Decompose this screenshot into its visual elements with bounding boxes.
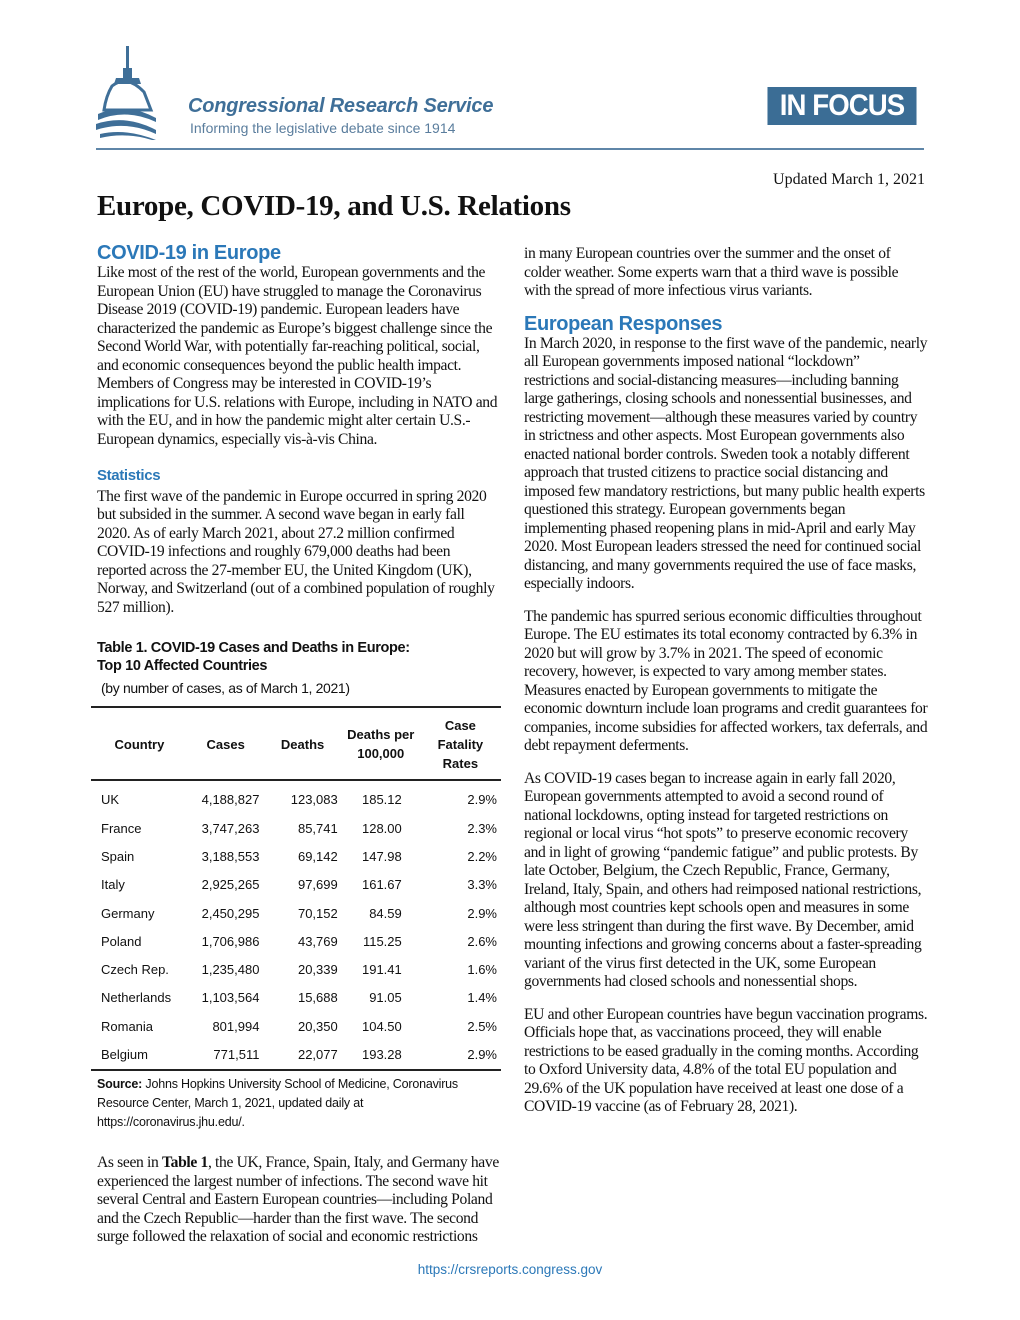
table-cell: Belgium: [91, 1041, 188, 1070]
table-cell: 3,747,263: [201, 820, 260, 836]
table-cell: UK: [101, 792, 120, 808]
table-caption-line: Table 1. COVID-19 Cases and Deaths in Europe:: [97, 640, 410, 656]
table-cell: 2.2%: [467, 848, 497, 864]
table-row: [91, 1013, 501, 1041]
paragraph: [97, 1154, 501, 1247]
table-row: [91, 780, 501, 815]
table-cell: 20,339: [297, 962, 338, 978]
table-cell: 20,350: [297, 1018, 338, 1034]
table-cell: Poland: [101, 933, 142, 949]
table-cell: Spain: [101, 848, 135, 864]
table-cell: France: [101, 820, 142, 836]
table-cell: 15,688: [297, 990, 338, 1006]
table-cell: 801,994: [212, 1018, 260, 1034]
table-cell: Germany: [101, 905, 155, 921]
table-header-cell: Country: [91, 707, 188, 780]
table-cell: 147.98: [361, 848, 402, 864]
table-cell: 115.25: [362, 933, 402, 949]
table-cell: Czech Rep.: [101, 962, 169, 978]
table-cell: 1,103,564: [201, 990, 260, 1006]
table-row: [91, 815, 501, 843]
table-cell: 2.9%: [467, 792, 497, 808]
table-cell: 22,077: [263, 1041, 341, 1070]
table-row: [91, 956, 501, 984]
table-source: [97, 1075, 501, 1132]
table-cell: 3.3%: [467, 877, 497, 893]
paragraph: in many European countries over the summer and the onset of colder weather. Some experts warn that a third wave is possible with the spread of more infectious virus variants.: [524, 245, 899, 299]
table-header-cell: Case Fatality Rates: [420, 707, 501, 780]
paragraph: EU and other European countries have begun vaccination programs. Officials hope that, as vaccinations proceed, they will enable restrictions to be eased gradually in the coming months. According to Oxford University data, 4.8% of the total EU population and 29.6% of the UK population have received at least one dose of a COVID-19 vaccine (as of February 28, 2021).: [524, 1005, 928, 1115]
table-row: [91, 928, 501, 956]
table-subcaption: (by number of cases, as of March 1, 2021): [101, 680, 350, 696]
table-cell: 161.67: [361, 877, 402, 893]
table-cell: 2.9%: [467, 905, 497, 921]
table-caption: [97, 639, 501, 675]
table-cell: 2.9%: [420, 1041, 501, 1070]
table-reference: Table 1: [162, 1154, 208, 1172]
table-cell: 2,450,295: [201, 905, 260, 921]
paragraph: The pandemic has spurred serious economic difficulties throughout Europe. The EU estimates its total economy contracted by 6.3% in 2020 but will grow by 3.7% in 2021. The speed of economic recovery, however, is expected to vary among member states. Measures enacted by European governments to mitigate the economic downturn include loan programs and credit guarantees for companies, income subsidies for affected workers, tax deferrals, and debt repayment deferments.: [524, 607, 928, 754]
table-caption-line: Top 10 Affected Countries: [97, 658, 268, 674]
right-column: [524, 245, 928, 1131]
table-cell: 771,511: [188, 1041, 264, 1070]
table-cell: 193.28: [342, 1041, 420, 1070]
text: As seen in: [97, 1154, 163, 1172]
section-heading-covid: COVID-19 in Europe: [97, 242, 281, 264]
table-row: [91, 1041, 501, 1070]
table-header-cell: Deaths per 100,000: [342, 707, 420, 780]
table-cell: 43,769: [297, 933, 338, 949]
table-cell: 2.6%: [467, 933, 497, 949]
table-cell: 2.5%: [467, 1018, 497, 1034]
header-divider: [96, 148, 924, 150]
table-cell: 1,706,986: [201, 933, 260, 949]
updated-date: Updated March 1, 2021: [773, 171, 925, 188]
paragraph: In March 2020, in response to the first wave of the pandemic, nearly all European governments imposed national “lockdown” restrictions and social-distancing measures—including banning large gatherings, closing schools and nonessential businesses, and restricting movement—although these measures varied by country in strictness and other aspects. Most European governments also enacted national border controls. Sweden took a notably different approach that trusted citizens to practice social distancing and imposed few mandatory restrictions, but many public health experts questioned this strategy. European governments began implementing phased reopening plans in mid-April and early May 2020. Most European leaders stressed the need for continued social distancing, and many governments required the use of face masks, especially indoors.: [524, 334, 928, 592]
table-cell: Italy: [101, 877, 125, 893]
table-cell: 1.4%: [467, 990, 497, 1006]
paragraph: The first wave of the pandemic in Europe occurred in spring 2020 but subsided in the summer. A second wave began in early fall 2020. As of early March 2021, about 27.2 million confirmed COVID-19 infections and roughly 679,000 deaths had been reported across the 27-member EU, the United Kingdom (UK), Norway, and Switzerland (out of a combined population of roughly 527 million).: [97, 487, 495, 616]
paragraph: Like most of the rest of the world, European governments and the European Union (EU) have struggled to manage the Coronavirus Disease 2019 (COVID-19) pandemic. European leaders have characterized the pandemic as Europe’s biggest challenge since the Second World War, with potentially far-reaching political, social, and economic consequences beyond the public health impact. Members of Congress may be interested in COVID-19’s implications for U.S. relations with Europe, including in NATO and with the EU, and in how the pandemic might alter certain U.S.-European dynamics, especially vis-à-vis China.: [97, 264, 498, 448]
capitol-dome-logo-icon: [96, 44, 156, 140]
page-title: Europe, COVID-19, and U.S. Relations: [97, 190, 571, 222]
paragraph: As COVID-19 cases began to increase again in early fall 2020, European governments attempted to avoid a second round of national lockdowns, opting instead for targeted restrictions on regional or local virus “hot spots” to preserve economic recovery and in light of growing “pandemic fatigue” and public protests. By late October, Belgium, the Czech Republic, France, Germany, Ireland, Italy, Spain, and others had reimposed national restrictions, although most countries kept schools open and measures in some were less stringent than during the first wave. By December, amid mounting infections and growing concerns about a faster-spreading variant of the virus first detected in the UK, some European governments had closed schools and nonessential shops.: [524, 769, 922, 990]
footer-link[interactable]: https://crsreports.congress.gov: [417, 1262, 603, 1277]
table-cell: Romania: [101, 1018, 154, 1034]
source-label: Source:: [97, 1077, 143, 1092]
table-row: [91, 871, 501, 899]
table-cell: 91.05: [369, 990, 402, 1006]
section-heading-responses: European Responses: [524, 312, 723, 335]
table-header-cell: Deaths: [263, 707, 341, 780]
table-cell: Netherlands: [101, 990, 172, 1006]
table-cell: 70,152: [297, 905, 338, 921]
table-cell: 1,235,480: [201, 962, 260, 978]
table-cell: 2.3%: [467, 820, 497, 836]
table-cell: 123,083: [290, 792, 338, 808]
table-cell: 128.00: [361, 820, 402, 836]
left-column: [97, 242, 501, 1261]
table-cell: 104.50: [361, 1018, 402, 1034]
org-tagline: Informing the legislative debate since 1914: [190, 120, 456, 136]
table-cell: 84.59: [369, 905, 402, 921]
source-text: Johns Hopkins University School of Medicine, Coronavirus Resource Center, March 1, 2021, updated daily at https://coronavirus.jhu.edu/.: [97, 1077, 458, 1130]
table-cell: 69,142: [297, 848, 338, 864]
table-row: [91, 900, 501, 928]
in-focus-badge: IN FOCUS: [767, 87, 916, 125]
section-heading-statistics: Statistics: [97, 467, 161, 484]
table-cell: 1.6%: [467, 962, 497, 978]
table-cell: 191.41: [361, 962, 402, 978]
table-cell: 97,699: [297, 877, 338, 893]
table-cell: 3,188,553: [201, 848, 260, 864]
table-row: [91, 985, 501, 1013]
table-cell: 85,741: [297, 820, 338, 836]
table-cell: 2,925,265: [201, 877, 260, 893]
table-row: [91, 843, 501, 871]
table-cell: 185.12: [361, 792, 402, 808]
table-header-cell: Cases: [188, 707, 264, 780]
covid-table: [91, 706, 501, 1072]
table-cell: 4,188,827: [201, 792, 260, 808]
text: , the UK, France, Spain, Italy, and Germany have experienced the largest number of infections. The second wave hit several Central and Eastern European countries—including Poland and the Czech Republic—harder than the first wave. The second surge followed the relaxation of social and economic restrictions: [97, 1154, 499, 1246]
org-name: Congressional Research Service: [188, 95, 494, 117]
